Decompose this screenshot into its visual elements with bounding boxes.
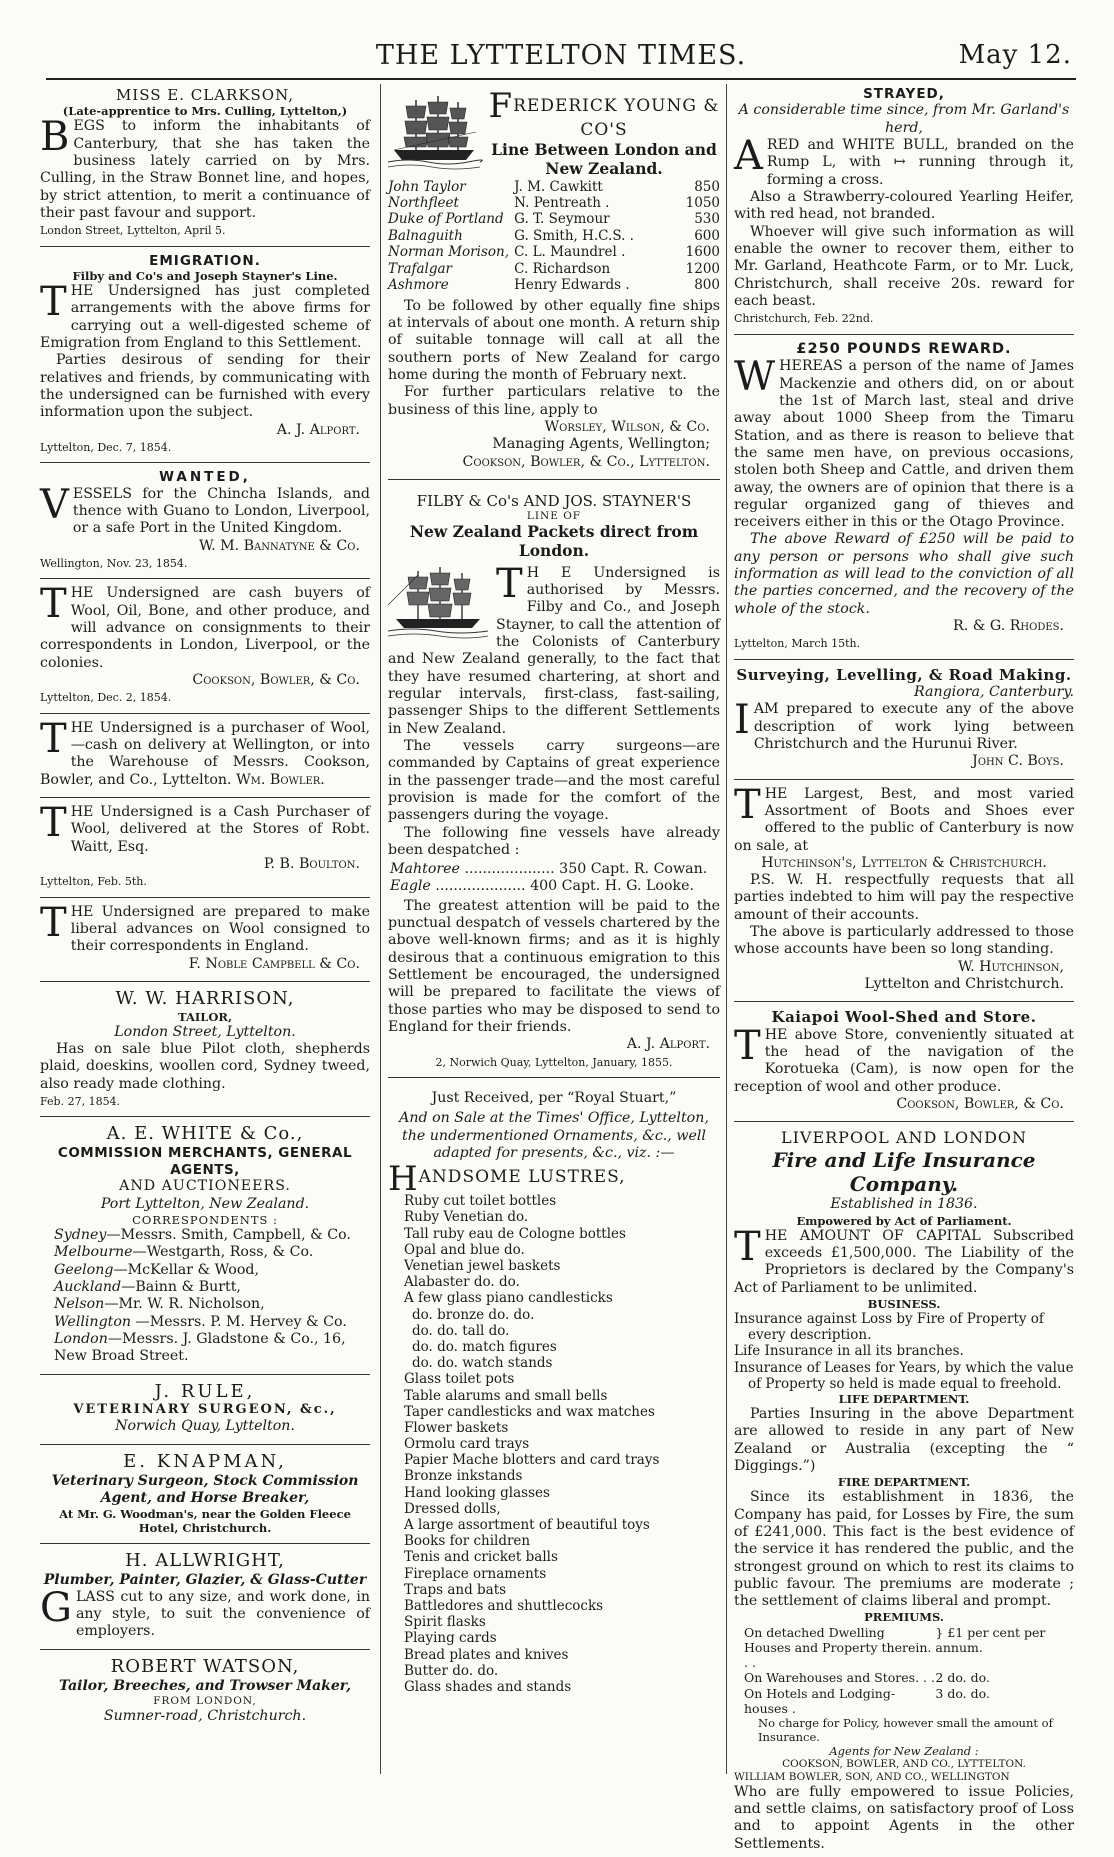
dropcap: B xyxy=(40,114,70,161)
ship-table xyxy=(388,179,720,294)
correspondents-label: CORRESPONDENTS : xyxy=(132,1213,278,1227)
agent-1-role: Managing Agents, Wellington; xyxy=(492,436,710,453)
correspondent-line xyxy=(40,1262,370,1279)
agent-2: Cookson, Bowler, & Co., Lyttelton. xyxy=(462,453,710,470)
ad-empowered: Empowered by Act of Parliament. xyxy=(796,1213,1012,1228)
agents-line-1: COOKSON, BOWLER, AND CO., LYTTELTON. xyxy=(782,1758,1026,1771)
list-item xyxy=(390,861,720,878)
ad-body: HE Undersigned has just completed arrangements with the above firms for carrying out a well-digested scheme of Emigration from England to this Settlement. xyxy=(40,283,370,352)
ad-title: E. KNAPMAN, xyxy=(123,1450,287,1472)
ad-surveying xyxy=(734,664,1074,775)
list-item: Spirit flasks xyxy=(404,1614,486,1631)
sailing-ship-icon xyxy=(388,92,480,172)
correspondent-line xyxy=(40,1314,370,1331)
ad-body-2: Parties desirous of sending for their relatives and friends, by communicating with the undersigned can be furnished with every information upon the subject. xyxy=(40,352,370,421)
list-item: Battledores and shuttlecocks xyxy=(404,1597,604,1614)
list-item: A few glass piano candlesticks xyxy=(404,1290,613,1307)
ad-established: Established in 1836. xyxy=(830,1196,978,1213)
ad-body-2: The vessels carry surgeons—are commanded by Captains of great experience in the passenger trade—and the most careful provision is made for the comfort of the passengers during the voyage. xyxy=(388,737,720,824)
ad-title: J. RULE, xyxy=(154,1380,256,1402)
ship-name: Trafalgar xyxy=(388,260,453,277)
list-item: Tenis and cricket balls xyxy=(404,1549,558,1566)
list-item: Table alarums and small bells xyxy=(404,1387,608,1404)
closing-body: Who are fully empowered to issue Policies, and settle claims, on satisfactory proof of Loss and to appoint Agents in the other Settlements. xyxy=(734,1783,1074,1852)
ad-signature: W. Hutchinson, xyxy=(958,958,1064,975)
premium-row xyxy=(734,1625,1074,1671)
list-item: Dressed dolls, xyxy=(404,1500,501,1517)
dropcap: T xyxy=(40,715,67,762)
agents-heading: Agents for New Zealand : xyxy=(829,1744,979,1759)
ad-signature: A. J. Alport. xyxy=(276,421,360,438)
ad-title: ROBERT WATSON, xyxy=(110,1655,300,1677)
ad-body: HEREAS a person of the name of James Mackenzie and others did, on or about the 1st of March last, steal and drive away about 1000 Sheep from the Timaru Station, and as there is reason to believe that the same men have, on previous occasions, stolen both Sheep and Cattle, and driven them away, the owners are of opinion that there is a regular organized gang of thieves and receivers either in this or the Otago Province. xyxy=(734,358,1074,531)
column-divider xyxy=(380,84,381,1774)
correspondent-line xyxy=(40,1244,370,1261)
ship-tons: 1600 xyxy=(685,244,720,261)
table-row xyxy=(388,195,720,211)
premiums-heading: PREMIUMS. xyxy=(864,1610,944,1625)
ship-tons: 1200 xyxy=(685,260,720,277)
ad-title: MISS E. CLARKSON, xyxy=(115,86,295,104)
ad-address: At Mr. G. Woodman's, near the Golden Fleece Hotel, Christchurch. xyxy=(59,1506,351,1535)
ad-insurance xyxy=(734,1126,1074,1857)
masthead xyxy=(46,38,1076,80)
ship-name: Northfleet xyxy=(388,195,459,212)
ad-place: Rangiora, Canterbury. xyxy=(914,684,1074,701)
fire-heading: FIRE DEPARTMENT. xyxy=(837,1475,971,1490)
ad-subtitle: (Late-apprentice to Mrs. Culling, Lyttelton,) xyxy=(62,104,348,119)
list-item: do. do. tall do. xyxy=(412,1322,510,1339)
ad-signature-2: Lyttelton and Christchurch. xyxy=(864,976,1064,993)
list-item: Hand looking glasses xyxy=(404,1484,550,1501)
ad-line-of: LINE OF xyxy=(526,510,582,523)
ad-address: Norwich Quay, Lyttelton. xyxy=(115,1418,295,1435)
ad-title: £250 POUNDS REWARD. xyxy=(796,340,1012,357)
dropcap: T xyxy=(40,581,67,628)
ad-date: Lyttelton, Feb. 5th. xyxy=(40,875,147,889)
correspondent-line xyxy=(40,1279,370,1296)
ad-trade-2: AND AUCTIONEERS. xyxy=(119,1178,291,1195)
ad-address: Port Lyttelton, New Zealand. xyxy=(100,1195,310,1212)
correspondent-line xyxy=(40,1227,370,1244)
correspondent-names: —McKellar & Wood, xyxy=(113,1261,259,1278)
ad-heading: ANDSOME LUSTRES, xyxy=(418,1167,626,1188)
ad-campbell xyxy=(40,899,370,977)
ad-date: Lyttelton, Dec. 2, 1854. xyxy=(40,691,172,705)
ad-body: RED and WHITE BULL, branded on the Rump L, with ↦ running through it, forming a cross. xyxy=(766,137,1074,188)
column-divider xyxy=(726,84,727,1774)
ad-wanted xyxy=(40,467,370,574)
list-item: Papier Mache blotters and card trays xyxy=(404,1452,660,1469)
ad-signature: R. & G. Rhodes. xyxy=(953,618,1064,634)
ad-bowler xyxy=(40,715,370,793)
ad-body-2: For further particulars relative to the business of this line, apply to xyxy=(388,384,720,418)
ad-body: HE Undersigned are prepared to make liberal advances on Wool consigned to their correspondents in England. xyxy=(70,903,370,955)
column-3 xyxy=(734,84,1074,1852)
list-item: Opal and blue do. xyxy=(404,1241,525,1258)
ad-rule xyxy=(40,1379,370,1440)
ad-filby-stayner xyxy=(388,484,720,1073)
agent-1: Worsley, Wilson, & Co. xyxy=(544,419,710,436)
ad-body-2: Also a Strawberry-coloured Yearling Heifer, with red head, not branded. xyxy=(734,189,1074,223)
ad-date: Wellington, Nov. 23, 1854. xyxy=(40,557,188,571)
ad-intro: And on Sale at the Times' Office, Lyttelton, the undermentioned Ornaments, &c., well adapted for presents, &c., viz. :— xyxy=(399,1110,709,1161)
ad-cookson-buyers xyxy=(40,583,370,708)
premium-what: On Hotels and Lodging-houses . xyxy=(744,1685,896,1716)
divider xyxy=(388,479,720,480)
ad-date: 2, Norwich Quay, Lyttelton, January, 1855. xyxy=(435,1055,673,1069)
list-item: Ruby cut toilet bottles xyxy=(404,1193,557,1210)
ad-title: A. E. WHITE & Co., xyxy=(106,1123,304,1145)
ad-body-2: P.S. W. H. respectfully requests that all parties indebted to him will pay the respective amount of their accounts. xyxy=(734,872,1074,923)
ad-title: EMIGRATION. xyxy=(149,252,261,269)
ad-signature: Wm. Bowler. xyxy=(236,771,325,788)
goods-list xyxy=(388,1193,720,1695)
divider xyxy=(40,981,370,982)
correspondent-place: Auckland xyxy=(54,1278,122,1295)
premium-row xyxy=(734,1670,1074,1685)
ad-address: Sumner-road, Christchurch. xyxy=(103,1707,307,1724)
business-heading: BUSINESS. xyxy=(867,1297,941,1312)
dropcap: W xyxy=(734,354,776,401)
ship-name: Duke of Portland xyxy=(388,211,504,228)
ad-body: AM prepared to execute any of the above description of work lying between Christchurch and the Hurunui River. xyxy=(753,701,1074,752)
vessel-name: Mahtoree xyxy=(390,861,460,878)
ad-body-3: Whoever will give such information as will enable the owner to recover them, either to Mr. Garland, Heathcote Farm, or to Mr. Luck, Christchurch, shall receive 20s. reward for each beast. xyxy=(734,223,1074,309)
ad-trade: Veterinary Surgeon, Stock Commission Agent, and Horse Breaker, xyxy=(51,1472,359,1506)
correspondent-place: Melbourne xyxy=(54,1244,133,1261)
ad-signature: Cookson, Bowler, & Co. xyxy=(192,671,360,688)
ship-captain: Henry Edwards . xyxy=(514,277,630,294)
business-list xyxy=(734,1311,1074,1392)
column-1 xyxy=(40,84,370,1774)
ad-knapman xyxy=(40,1449,370,1539)
list-item: Alabaster do. do. xyxy=(404,1274,520,1291)
ad-kaiapoi xyxy=(734,1006,1074,1117)
ad-frederick-young xyxy=(388,84,720,475)
list-item: Butter do. do. xyxy=(404,1662,499,1679)
vessel-dots: .................... xyxy=(430,878,531,895)
correspondents-list xyxy=(40,1227,370,1366)
ad-body: HE Undersigned is a purchaser of Wool,—cash on delivery at Wellington, or into the Warehouse of Messrs. Cookson, Bowler, and Co., Lyttelton. xyxy=(40,719,370,788)
ad-subtitle: Filby and Co's and Joseph Stayner's Line. xyxy=(72,269,338,284)
premium-rate: 3 do. do. xyxy=(935,1685,990,1701)
ship-captain: C. L. Maundrel . xyxy=(514,244,626,261)
ad-intro: A considerable time since, from Mr. Garland's herd, xyxy=(738,102,1070,136)
correspondent-place: London xyxy=(54,1330,108,1347)
list-item: Insurance of Leases for Years, by which the value of Property so held is made equal to freehold. xyxy=(734,1359,1074,1392)
ship-tons: 1050 xyxy=(685,195,720,212)
dropcap: A xyxy=(734,133,763,180)
ad-body: EGS to inform the inhabitants of Canterbury, that she has taken the business lately carried on by Mrs. Culling, in the Straw Bonnet line, and hopes, by strict attention, to merit a continuance of their past favour and support. xyxy=(40,118,370,221)
divider xyxy=(40,1116,370,1117)
table-row xyxy=(388,228,720,244)
divider xyxy=(40,1444,370,1445)
ad-emigration xyxy=(40,251,370,459)
ad-watson xyxy=(40,1654,370,1729)
ship-captain: C. Richardson xyxy=(514,260,611,277)
correspondent-names: —Bainn & Burtt, xyxy=(121,1278,241,1295)
divider xyxy=(40,578,370,579)
correspondent-names: —Westgarth, Ross, & Co. xyxy=(132,1244,314,1261)
vessel-detail: 400 Capt. H. G. Looke. xyxy=(530,878,695,895)
ad-date: London Street, Lyttelton, April 5. xyxy=(40,224,226,238)
ship-captain: N. Pentreath . xyxy=(514,195,610,212)
ad-trade: VETERINARY SURGEON, &c., xyxy=(73,1402,337,1418)
premium-rate: 2 do. do. xyxy=(935,1670,990,1686)
ship-tons: 800 xyxy=(694,277,720,294)
ship-tons: 850 xyxy=(694,178,720,195)
list-item: Playing cards xyxy=(404,1630,497,1647)
list-item: Bronze inkstands xyxy=(404,1468,523,1485)
list-item: Ruby Venetian do. xyxy=(404,1209,529,1226)
ship-captain: G. Smith, H.C.S. . xyxy=(514,227,634,244)
divider xyxy=(734,1001,1074,1002)
ad-royal-stuart xyxy=(388,1082,720,1699)
dropcap: T xyxy=(734,781,761,828)
ad-date: Lyttelton, March 15th. xyxy=(734,637,861,651)
list-item: Bread plates and knives xyxy=(404,1646,569,1663)
list-item: Life Insurance in all its branches. xyxy=(734,1343,964,1360)
correspondent-names: —Mr. W. R. Nicholson, xyxy=(104,1296,265,1313)
ad-body: Has on sale blue Pilot cloth, shepherds plaid, doeskins, woollen cord, Sydney tweed, also ready made clothing. xyxy=(40,1041,370,1092)
ad-title-2: Fire and Life Insurance Company. xyxy=(772,1147,1036,1197)
list-item: Ormolu card trays xyxy=(404,1436,530,1453)
ad-body: HE AMOUNT OF CAPITAL Subscribed exceeds £1,500,000. The Liability of the Proprietors is declared by the Company's Act of Parliament to be unlimited. xyxy=(734,1227,1074,1296)
premium-what: On detached Dwelling Houses and Property therein. . . xyxy=(744,1624,932,1670)
ad-strayed xyxy=(734,84,1074,330)
list-item: Glass shades and stands xyxy=(404,1678,572,1695)
dropcap: T xyxy=(40,799,67,846)
divider xyxy=(40,462,370,463)
ship-tons: 530 xyxy=(694,211,720,228)
ship-tons: 600 xyxy=(694,227,720,244)
ad-body-3: The following fine vessels have already been despatched : xyxy=(388,824,720,858)
list-item: Books for children xyxy=(404,1533,531,1550)
divider xyxy=(40,1543,370,1544)
list-item: Insurance against Loss by Fire of Property of every description. xyxy=(734,1311,1044,1344)
ad-title: REDERICK YOUNG & CO'S xyxy=(513,96,720,140)
ad-body-2: The above Reward of £250 will be paid to any person or persons who shall give such information as will lead to the conviction of all the parties concerned, and the recovery of the whole of the stock. xyxy=(734,531,1074,617)
ad-title: Kaiapoi Wool-Shed and Store. xyxy=(771,1008,1037,1027)
ad-harrison xyxy=(40,986,370,1113)
correspondent-place: Geelong xyxy=(54,1261,114,1278)
dropcap: H xyxy=(388,1159,419,1200)
premium-rate: } £1 per cent per annum. xyxy=(935,1624,1046,1655)
ad-body: HE Largest, Best, and most varied Assortment of Boots and Shoes ever offered to the public of Canterbury is now on sale, at xyxy=(734,785,1074,854)
ad-signature: John C. Boys. xyxy=(972,753,1064,770)
ad-subtitle: Line Between London and New Zealand. xyxy=(491,139,717,178)
list-item: Tall ruby eau de Cologne bottles xyxy=(404,1225,626,1242)
no-charge-note: No charge for Policy, however small the amount of Insurance. xyxy=(758,1716,1053,1745)
ad-signature: P. B. Boulton. xyxy=(263,855,360,872)
divider xyxy=(734,1121,1074,1122)
divider xyxy=(40,246,370,247)
list-item: Taper candlesticks and wax matches xyxy=(404,1403,655,1420)
ad-body: H E Undersigned is authorised by Messrs. Filby and Co., and Joseph Stayner, to call the attention of the Colonists of Canterbury and New Zealand generally, to the fact that they have resumed chartering, at short and regular intervals, first-class, fast-sailing, passenger Ships to the different Settlements in New Zealand. xyxy=(388,564,720,737)
ad-title: FILBY & Co's AND JOS. STAYNER'S xyxy=(416,491,692,510)
dropcap: T xyxy=(734,1223,761,1270)
ad-trade: Tailor, Breeches, and Trowser Maker, xyxy=(58,1677,352,1694)
fire-body: Since its establishment in 1836, the Company has paid, for Losses by Fire, the sum of £241,000. This fact is the best evidence of the service it has rendered the public, and the strongest ground on which to rest its claims to public favour. The premiums are moderate ; the settlement of claims liberal and prompt. xyxy=(734,1489,1074,1610)
ad-from: FROM LONDON, xyxy=(153,1694,257,1707)
vessel-name: Eagle xyxy=(390,878,431,895)
list-item: Fireplace ornaments xyxy=(404,1565,547,1582)
ad-body: LASS cut to any size, and work done, in any style, to suit the convenience of employers. xyxy=(75,1588,370,1640)
ad-body: HE Undersigned are cash buyers of Wool, Oil, Bone, and other produce, and will advance on consignments to their correspondents in London, Liverpool, or the colonies. xyxy=(40,585,370,671)
ad-title: Surveying, Levelling, & Road Making. xyxy=(736,665,1072,684)
premium-what: On Warehouses and Stores. . . xyxy=(744,1670,935,1686)
ad-signature: W. M. Bannatyne & Co. xyxy=(198,537,360,554)
divider xyxy=(40,1649,370,1650)
dropcap: T xyxy=(734,1022,761,1069)
table-row xyxy=(388,261,720,277)
ship-name: John Taylor xyxy=(388,178,466,195)
ship-captain: G. T. Seymour xyxy=(514,211,610,228)
divider xyxy=(40,797,370,798)
life-body: Parties Insuring in the above Department are allowed to reside in any part of New Zealand or Australia (excepting the “ Diggings.”) xyxy=(734,1406,1074,1474)
newspaper-title: THE LYTTELTON TIMES. xyxy=(375,40,747,71)
ship-captain: J. M. Cawkitt xyxy=(514,178,603,195)
dropcap: T xyxy=(40,899,67,946)
ad-title: STRAYED, xyxy=(863,86,945,102)
divider xyxy=(734,659,1074,660)
ad-trade: COMMISSION MERCHANTS, GENERAL AGENTS, xyxy=(57,1145,353,1178)
ad-trade: Plumber, Painter, Glazier, & Glass-Cutter xyxy=(43,1571,367,1588)
ad-body-4: The greatest attention will be paid to the punctual despatch of vessels chartered by the above well-known firms; and as it is highly desirous that a continuous emigration to this Settlement be encouraged, the undersigned will be prepared to facilitate the views of those parties who may be disposed to send to England for their friends. xyxy=(388,897,720,1035)
correspondent-place: Wellington xyxy=(54,1313,132,1330)
ad-allwright xyxy=(40,1548,370,1645)
vessel-detail: 350 Capt. R. Cowan. xyxy=(559,861,708,878)
list-item: A large assortment of beautiful toys xyxy=(404,1517,650,1534)
ad-body: HE above Store, conveniently situated at the head of the navigation of the Korotueka (Cam), is now open for the reception of wool and other produce. xyxy=(734,1026,1074,1095)
ad-white xyxy=(40,1121,370,1369)
ad-address: London Street, Lyttelton. xyxy=(114,1023,296,1040)
divider xyxy=(734,334,1074,335)
ad-subtitle: New Zealand Packets direct from London. xyxy=(409,522,699,560)
ad-date: Christchurch, Feb. 22nd. xyxy=(734,312,874,326)
ad-shop: Hutchinson's, Lyttelton & Christchurch. xyxy=(761,854,1047,871)
title-initial: F xyxy=(488,86,514,126)
vessel-list xyxy=(388,861,720,896)
life-heading: LIFE DEPARTMENT. xyxy=(838,1392,970,1407)
vessel-dots: .................... xyxy=(459,861,560,878)
list-item: do. do. watch stands xyxy=(412,1355,553,1372)
correspondent-names: —Messrs. P. M. Hervey & Co. xyxy=(131,1313,347,1330)
ad-trade: TAILOR, xyxy=(178,1009,232,1024)
dropcap: T xyxy=(496,560,523,607)
ad-signature: A. J. Alport. xyxy=(626,1036,710,1053)
ad-title: W. W. HARRISON, xyxy=(115,987,295,1009)
ad-date: Lyttelton, Dec. 7, 1854. xyxy=(40,440,172,454)
correspondent-line xyxy=(40,1296,370,1313)
ad-title: Just Received, per “Royal Stuart,” xyxy=(431,1090,677,1107)
agents-line-2: WILLIAM BOWLER, SON, AND CO., WELLINGTON xyxy=(734,1770,1010,1783)
table-row xyxy=(388,244,720,260)
ad-title: LIVERPOOL AND LONDON xyxy=(780,1128,1028,1148)
dropcap: T xyxy=(40,279,67,326)
premium-row xyxy=(734,1686,1074,1717)
list-item: do. do. match figures xyxy=(412,1338,557,1355)
correspondent-place: Nelson xyxy=(54,1296,105,1313)
list-item: Traps and bats xyxy=(404,1581,507,1598)
ad-boulton xyxy=(40,799,370,893)
list-item: Venetian jewel baskets xyxy=(404,1258,561,1275)
sailing-ship-icon xyxy=(388,565,488,641)
ad-reward xyxy=(734,339,1074,655)
issue-date: May 12. xyxy=(958,40,1072,70)
list-item xyxy=(390,878,720,895)
correspondent-line xyxy=(40,1331,370,1366)
correspondent-place: Sydney xyxy=(54,1227,107,1244)
ad-clarkson xyxy=(40,84,370,242)
ad-signature: Cookson, Bowler, & Co. xyxy=(896,1095,1064,1112)
table-row xyxy=(388,179,720,195)
ad-signature: F. Noble Campbell & Co. xyxy=(188,955,360,972)
divider xyxy=(734,779,1074,780)
list-item: Flower baskets xyxy=(404,1419,509,1436)
ad-body: ESSELS for the Chincha Islands, and thence with Guano to London, Liverpool, or a safe Port in the United Kingdom. xyxy=(72,485,370,537)
table-row xyxy=(388,211,720,227)
ad-body-3: The above is particularly addressed to those whose accounts have been so long standing. xyxy=(734,924,1074,958)
correspondent-names: —Messrs. Smith, Campbell, & Co. xyxy=(106,1227,351,1244)
ship-name: Norman Morison, xyxy=(388,244,509,261)
ad-title: WANTED, xyxy=(159,469,251,486)
dropcap: V xyxy=(40,481,69,528)
premiums-list xyxy=(734,1625,1074,1717)
list-item: do. bronze do. do. xyxy=(412,1306,535,1323)
ad-body: To be followed by other equally fine ships at intervals of about one month. A return ship of suitable tonnage will call at all the southern ports of New Zealand for cargo home during the month of February next. xyxy=(388,297,720,384)
dropcap: I xyxy=(734,697,750,744)
divider xyxy=(40,1374,370,1375)
ad-date: Feb. 27, 1854. xyxy=(40,1095,121,1109)
divider xyxy=(388,1077,720,1078)
ad-title: H. ALLWRIGHT, xyxy=(125,1549,285,1571)
ship-name: Ashmore xyxy=(388,277,449,294)
divider xyxy=(40,713,370,714)
divider xyxy=(40,897,370,898)
correspondent-names: —Messrs. J. Gladstone & Co., 16, New Broad Street. xyxy=(54,1330,346,1365)
column-2 xyxy=(388,84,720,1774)
ship-name: Balnaguith xyxy=(388,227,463,244)
dropcap: G xyxy=(40,1584,72,1631)
ad-hutchinson xyxy=(734,781,1074,998)
ad-body: HE Undersigned is a Cash Purchaser of Wool, delivered at the Stores of Robt. Waitt, Esq. xyxy=(70,803,370,855)
table-row xyxy=(388,277,720,293)
list-item: Glass toilet pots xyxy=(404,1371,515,1388)
